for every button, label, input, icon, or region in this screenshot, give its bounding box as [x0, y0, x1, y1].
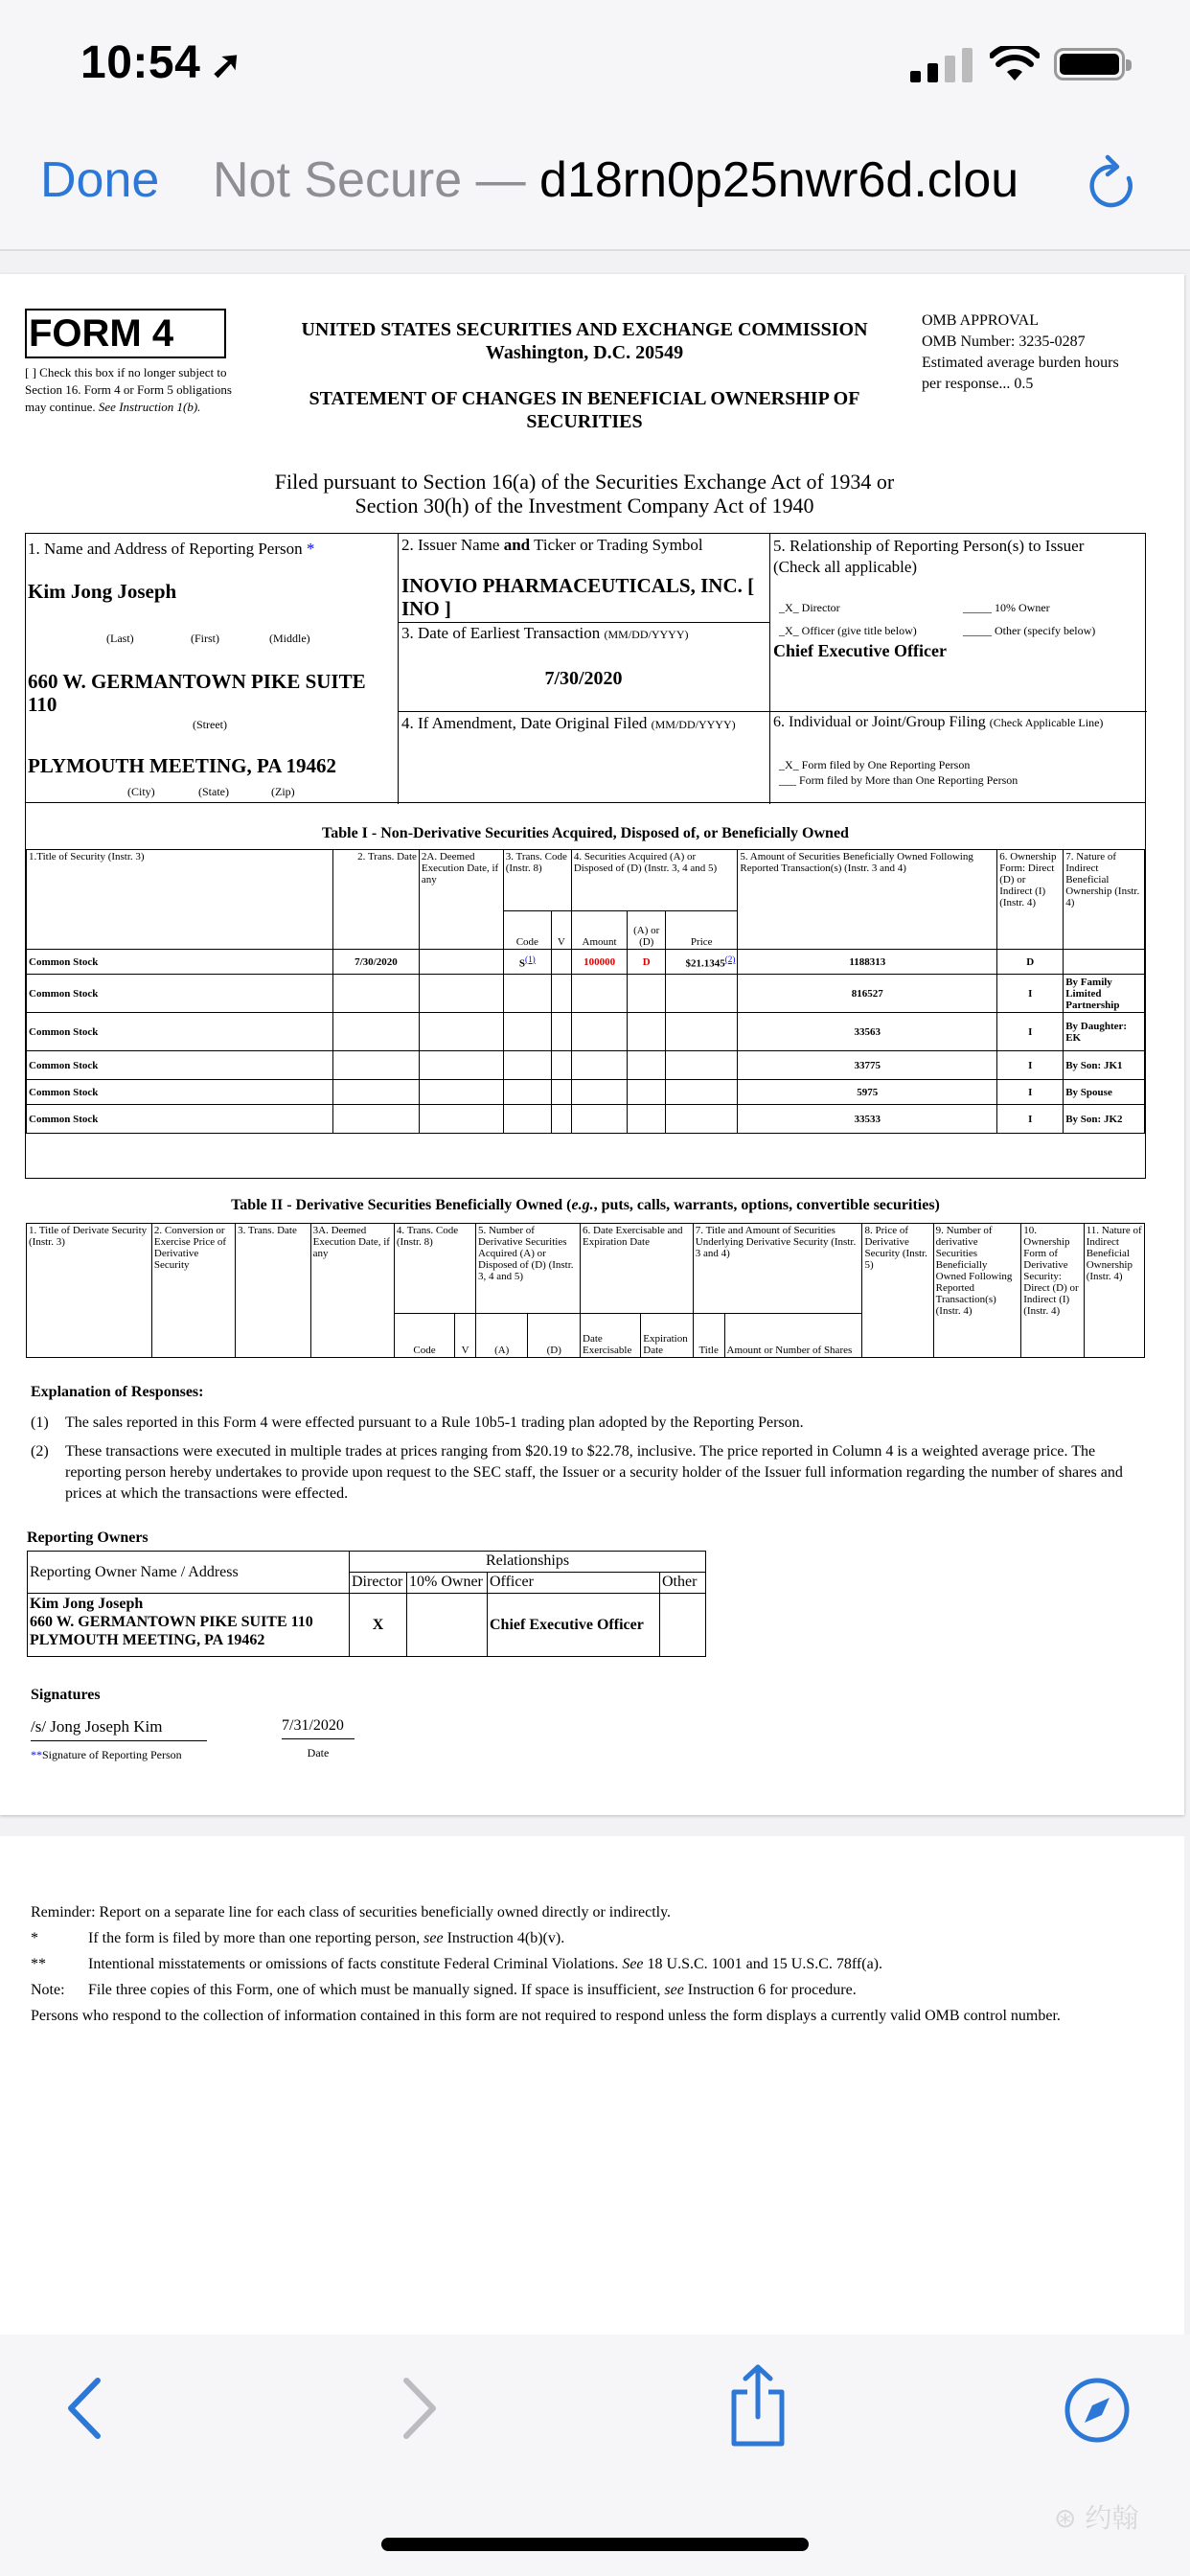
not-secure-label: Not Secure — [213, 152, 526, 208]
t2-sub-a: (A) [475, 1314, 528, 1358]
owners-col-relationships: Relationships [350, 1552, 706, 1573]
t1-cell-code [503, 1051, 551, 1080]
battery-icon [1054, 48, 1125, 80]
t1-cell-empty [551, 1013, 571, 1051]
t1-cell-empty [419, 975, 503, 1013]
t1-cell-price [666, 1105, 738, 1134]
wifi-icon [990, 46, 1040, 82]
t1-cell-nature: By Son: JK1 [1064, 1051, 1145, 1080]
owners-col-officer: Officer [488, 1573, 660, 1594]
t1-cell-amount [571, 1105, 628, 1134]
earliest-transaction-date: 7/30/2020 [544, 668, 623, 689]
signature-value: /s/ Jong Joseph Kim [31, 1717, 207, 1741]
persons-text: Persons who respond to the collection of information contained in this form are not required to respond unless the form displays a currently valid OMB control number. [31, 2008, 1061, 2024]
t1-cell-title: Common Stock [27, 1013, 333, 1051]
t1-cell-form: I [997, 1051, 1064, 1080]
note-3: Note: File three copies of this Form, one of which must be manually signed. If space is insufficient, see Instruction 6 for procedure. [31, 1982, 857, 1998]
t1-header-owned: 5. Amount of Securities Beneficially Owned Following Reported Transaction(s) (Instr. 3 and 4) [738, 850, 997, 950]
t1-sub-code: Code [503, 911, 551, 950]
t1-header-form: 6. Ownership Form: Direct (D) or Indirect (I) (Instr. 4) [997, 850, 1064, 950]
form-title: FORM 4 [25, 309, 226, 358]
owners-col-name: Reporting Owner Name / Address [28, 1552, 350, 1594]
t1-cell-aord [628, 1013, 666, 1051]
t1-cell-aord: D [628, 950, 666, 975]
signature-date: 7/31/2020 [282, 1717, 355, 1739]
t1-cell-date [332, 1013, 419, 1051]
t1-cell-amount: 100000 [571, 950, 628, 975]
t2-sub-title: Title [693, 1314, 724, 1358]
table-row [27, 975, 1145, 1013]
t1-cell-empty [419, 950, 503, 975]
reminder-text: Reminder: Report on a separate line for each class of securities beneficially owned directly or indirectly. [31, 1904, 672, 1920]
t1-cell-nature: By Daughter: EK [1064, 1013, 1145, 1051]
t1-cell-aord [628, 975, 666, 1013]
box4-label: 4. If Amendment, Date Original Filed (MM/DD/YYYY) [401, 714, 736, 732]
t1-cell-form: D [997, 950, 1064, 975]
t1-cell-amount [571, 975, 628, 1013]
t1-cell-amount [571, 1080, 628, 1105]
table-row [27, 1013, 1145, 1051]
t1-cell-owned: 5975 [738, 1080, 997, 1105]
explanation-item: (2) These transactions were executed in multiple trades at prices ranging from $20.19 to $22.78, inclusive. The price reported in Column 4 is a weighted average price. The reporting person hereby undertakes to provide upon request to the SEC staff, the Issuer or a security holder of the Issuer full information regarding the number of shares and prices at which the transactions were effected. [31, 1443, 1123, 1502]
explanation-list [31, 1413, 1142, 1505]
t1-cell-price [666, 1051, 738, 1080]
reporting-person-name: Kim Jong Joseph [28, 580, 177, 603]
compass-icon[interactable] [1064, 2377, 1131, 2444]
zip-label: (Zip) [271, 785, 295, 798]
t2-header-title: 1. Title of Derivate Security (Instr. 3) [27, 1224, 152, 1358]
table1-title: Table I - Non-Derivative Securities Acquired, Disposed of, or Beneficially Owned [322, 825, 849, 841]
note-2: ** Intentional misstatements or omissions of facts constitute Federal Criminal Violations. See 18 U.S.C. 1001 and 15 U.S.C. 78ff(a). [31, 1956, 883, 1972]
t1-cell-title: Common Stock [27, 1080, 333, 1105]
chevron-left-icon[interactable] [61, 2375, 109, 2442]
t1-cell-price: $21.1345$^{(2)}$ [666, 950, 738, 975]
t1-sub-v: V [551, 911, 571, 950]
address-field[interactable] [213, 151, 1094, 209]
last-label: (Last) [106, 632, 134, 645]
box2-label: 2. Issuer Name and Ticker or Trading Symbol [401, 536, 703, 554]
t1-cell-empty [419, 1051, 503, 1080]
one-person-check: _X_ Form filed by One Reporting Person [779, 758, 971, 771]
t2-sub-v: V [455, 1314, 476, 1358]
state-label: (State) [198, 785, 229, 798]
t1-header-acquired: 4. Securities Acquired (A) or Disposed of (D) (Instr. 3, 4 and 5) [571, 850, 738, 911]
section16-checkbox-text[interactable]: [ ] Check this box if no longer subject to Section 16. Form 4 or Form 5 obligations may continue. See Instruction 1(b). [25, 365, 232, 414]
box5-label: 5. Relationship of Reporting Person(s) to Issuer (Check all applicable) [773, 537, 1085, 576]
table2 [26, 1223, 1145, 1358]
t1-cell-price [666, 1013, 738, 1051]
done-button[interactable]: Done [40, 152, 160, 208]
t1-header-nature: 7. Nature of Indirect Beneficial Ownership (Instr. 4) [1064, 850, 1145, 950]
t2-header-underlying: 7. Title and Amount of Securities Underlying Derivative Security (Instr. 3 and 4) [693, 1224, 862, 1314]
t1-cell-form: I [997, 1080, 1064, 1105]
box1-label: 1. Name and Address of Reporting Person * [28, 540, 315, 558]
t2-header-conversion: 2. Conversion or Exercise Price of Derivative Security [151, 1224, 235, 1358]
t1-cell-aord [628, 1105, 666, 1134]
t1-cell-owned: 33775 [738, 1051, 997, 1080]
t1-cell-form: I [997, 1013, 1064, 1051]
city-label: (City) [127, 785, 155, 798]
more-person-check: ___ Form filed by More than One Reporting Person [779, 773, 1018, 787]
t1-header-date: 2. Trans. Date [332, 850, 419, 950]
owner10-check: _____ 10% Owner [963, 601, 1050, 614]
t1-cell-amount [571, 1013, 628, 1051]
commission-title: UNITED STATES SECURITIES AND EXCHANGE COMMISSION Washington, D.C. 20549 [301, 319, 868, 363]
status-bar [0, 0, 1190, 125]
t1-cell-code [503, 1013, 551, 1051]
t1-cell-aord [628, 1051, 666, 1080]
t1-cell-nature: By Spouse [1064, 1080, 1145, 1105]
issuer-name: INOVIO PHARMACEUTICALS, INC. [ INO ] [401, 574, 755, 620]
t1-cell-nature: By Family Limited Partnership [1064, 975, 1145, 1013]
t1-cell-nature: By Son: JK2 [1064, 1105, 1145, 1134]
owners-heading: Reporting Owners [27, 1530, 149, 1546]
table-row [27, 1051, 1145, 1080]
t1-cell-code [503, 1080, 551, 1105]
t1-cell-empty [419, 1080, 503, 1105]
t1-cell-aord [628, 1080, 666, 1105]
cellular-signal-icon [910, 48, 973, 82]
table-row [27, 1105, 1145, 1134]
t1-cell-form: I [997, 975, 1064, 1013]
form4-page [0, 274, 1184, 1815]
domain-text: d18rn0p25nwr6d.clou [539, 152, 1019, 208]
street-address: 660 W. GERMANTOWN PIKE SUITE 110 [28, 670, 366, 716]
t1-header-deemed: 2A. Deemed Execution Date, if any [419, 850, 503, 950]
status-time: 10:54 ➚ [80, 37, 243, 88]
box3-label: 3. Date of Earliest Transaction (MM/DD/YYYY) [401, 624, 689, 642]
note-1: * If the form is filed by more than one reporting person, see Instruction 4(b)(v). [31, 1930, 565, 1946]
first-label: (First) [191, 632, 219, 645]
signature-label: **Signature of Reporting Person [31, 1748, 182, 1761]
signatures-heading: Signatures [31, 1687, 101, 1703]
footnote-link[interactable]: (1) [525, 954, 536, 964]
t1-cell-owned: 816527 [738, 975, 997, 1013]
filed-pursuant-text: Filed pursuant to Section 16(a) of the Securities Exchange Act of 1934 or Section 30(h) of the Investment Company Act of 1940 [274, 470, 895, 518]
form4-footer-page [0, 1836, 1184, 2334]
t1-cell-date [332, 1080, 419, 1105]
table-row [27, 1080, 1145, 1105]
explanation-item: (1) The sales reported in this Form 4 were effected pursuant to a Rule 10b5-1 trading plan adopted by the Reporting Person. [31, 1414, 804, 1431]
t1-cell-title: Common Stock [27, 950, 333, 975]
t1-cell-date [332, 1051, 419, 1080]
t1-cell-owned: 33563 [738, 1013, 997, 1051]
t2-sub-d: (D) [528, 1314, 581, 1358]
owners-col-director: Director [350, 1573, 407, 1594]
t2-sub-exp: Expiration Date [641, 1314, 694, 1358]
t1-cell-title: Common Stock [27, 1105, 333, 1134]
t1-cell-date [332, 1105, 419, 1134]
owners-col-owner10: 10% Owner [407, 1573, 488, 1594]
t1-cell-code [503, 975, 551, 1013]
director-check: _X_ Director [779, 601, 840, 614]
reporting-person-section [25, 533, 1146, 803]
t1-cell-empty [551, 950, 571, 975]
reload-icon[interactable] [1087, 153, 1136, 211]
t1-cell-form: I [997, 1105, 1064, 1134]
table-row [27, 950, 1145, 975]
footer-notes [31, 1899, 1161, 2026]
table1 [26, 849, 1145, 1134]
t2-header-date: 3. Trans. Date [236, 1224, 311, 1358]
t1-cell-empty [419, 1013, 503, 1051]
t1-sub-amount: Amount [571, 911, 628, 950]
street-label: (Street) [193, 718, 227, 731]
other-check: _____ Other (specify below) [963, 624, 1096, 637]
t2-header-number: 5. Number of Derivative Securities Acquired (A) or Disposed of (D) (Instr. 3, 4 and 5) [475, 1224, 580, 1314]
t1-cell-date [332, 975, 419, 1013]
t2-header-price: 8. Price of Derivative Security (Instr. 5) [862, 1224, 933, 1358]
t1-cell-price [666, 1080, 738, 1105]
explanation-heading: Explanation of Responses: [31, 1384, 204, 1400]
footnote-link[interactable]: (2) [724, 954, 736, 964]
owner-owner10 [407, 1594, 488, 1657]
t2-sub-code: Code [394, 1314, 454, 1358]
t1-cell-nature [1064, 950, 1145, 975]
t2-sub-date-ex: Date Exercisable [581, 1314, 641, 1358]
browser-url-bar [0, 125, 1190, 251]
statement-title: STATEMENT OF CHANGES IN BENEFICIAL OWNERSHIP OF SECURITIES [309, 388, 860, 432]
city-state-zip: PLYMOUTH MEETING, PA 19462 [28, 754, 337, 777]
t1-cell-empty [551, 1105, 571, 1134]
t1-cell-empty [419, 1105, 503, 1134]
t1-cell-date: 7/30/2020 [332, 950, 419, 975]
t1-header-code: 3. Trans. Code (Instr. 8) [503, 850, 571, 911]
t1-cell-empty [551, 975, 571, 1013]
location-arrow-icon: ➚ [210, 44, 243, 86]
t1-cell-title: Common Stock [27, 1051, 333, 1080]
officer-check: _X_ Officer (give title below) [779, 624, 917, 637]
t1-cell-price [666, 975, 738, 1013]
box6-label: 6. Individual or Joint/Group Filing (Check Applicable Line) [773, 714, 1104, 730]
officer-title: Chief Executive Officer [773, 641, 947, 660]
omb-approval-box: OMB APPROVAL OMB Number: 3235-0287 Estimated average burden hours per response... 0.5 [922, 312, 1119, 392]
t1-sub-price: Price [666, 911, 738, 950]
reporting-owners-table [27, 1551, 706, 1657]
t1-cell-empty [551, 1051, 571, 1080]
t2-header-nature: 11. Nature of Indirect Beneficial Ownership (Instr. 4) [1084, 1224, 1144, 1358]
owner-director-x: X [350, 1594, 407, 1657]
t2-header-number-owned: 9. Number of derivative Securities Beneficially Owned Following Reported Transaction(s) (Instr. 4) [933, 1224, 1021, 1358]
t2-header-code: 4. Trans. Code (Instr. 8) [394, 1224, 475, 1314]
t2-sub-amount: Amount or Number of Shares [724, 1314, 862, 1358]
t1-cell-title: Common Stock [27, 975, 333, 1013]
owners-col-other: Other [660, 1573, 706, 1594]
t1-cell-code [503, 1105, 551, 1134]
t1-cell-owned: 33533 [738, 1105, 997, 1134]
owner-officer-title: Chief Executive Officer [488, 1594, 660, 1657]
owner-name-address: Kim Jong Joseph 660 W. GERMANTOWN PIKE SUITE 110 PLYMOUTH MEETING, PA 19462 [28, 1594, 350, 1657]
t1-cell-owned: 1188313 [738, 950, 997, 975]
t2-header-deemed: 3A. Deemed Execution Date, if any [310, 1224, 394, 1358]
watermark: ⊛ 约翰 [1054, 2502, 1139, 2534]
t2-header-form: 10. Ownership Form of Derivative Security: Direct (D) or Indirect (I) (Instr. 4) [1021, 1224, 1084, 1358]
chevron-right-icon[interactable] [395, 2375, 443, 2442]
middle-label: (Middle) [269, 632, 310, 645]
t2-header-exercisable: 6. Date Exercisable and Expiration Date [581, 1224, 694, 1314]
t1-sub-aord: (A) or (D) [628, 911, 666, 950]
t1-cell-amount [571, 1051, 628, 1080]
owner-other [660, 1594, 706, 1657]
date-label: Date [307, 1746, 330, 1760]
home-indicator[interactable] [381, 2538, 809, 2551]
table2-title: Table II - Derivative Securities Beneficially Owned (e.g., puts, calls, warrants, options, convertible securities) [231, 1197, 940, 1213]
t1-cell-empty [551, 1080, 571, 1105]
share-icon[interactable] [724, 2363, 791, 2450]
t1-header-title: 1.Title of Security (Instr. 3) [27, 850, 333, 950]
t1-cell-code: $S^{(1)}$ [503, 950, 551, 975]
